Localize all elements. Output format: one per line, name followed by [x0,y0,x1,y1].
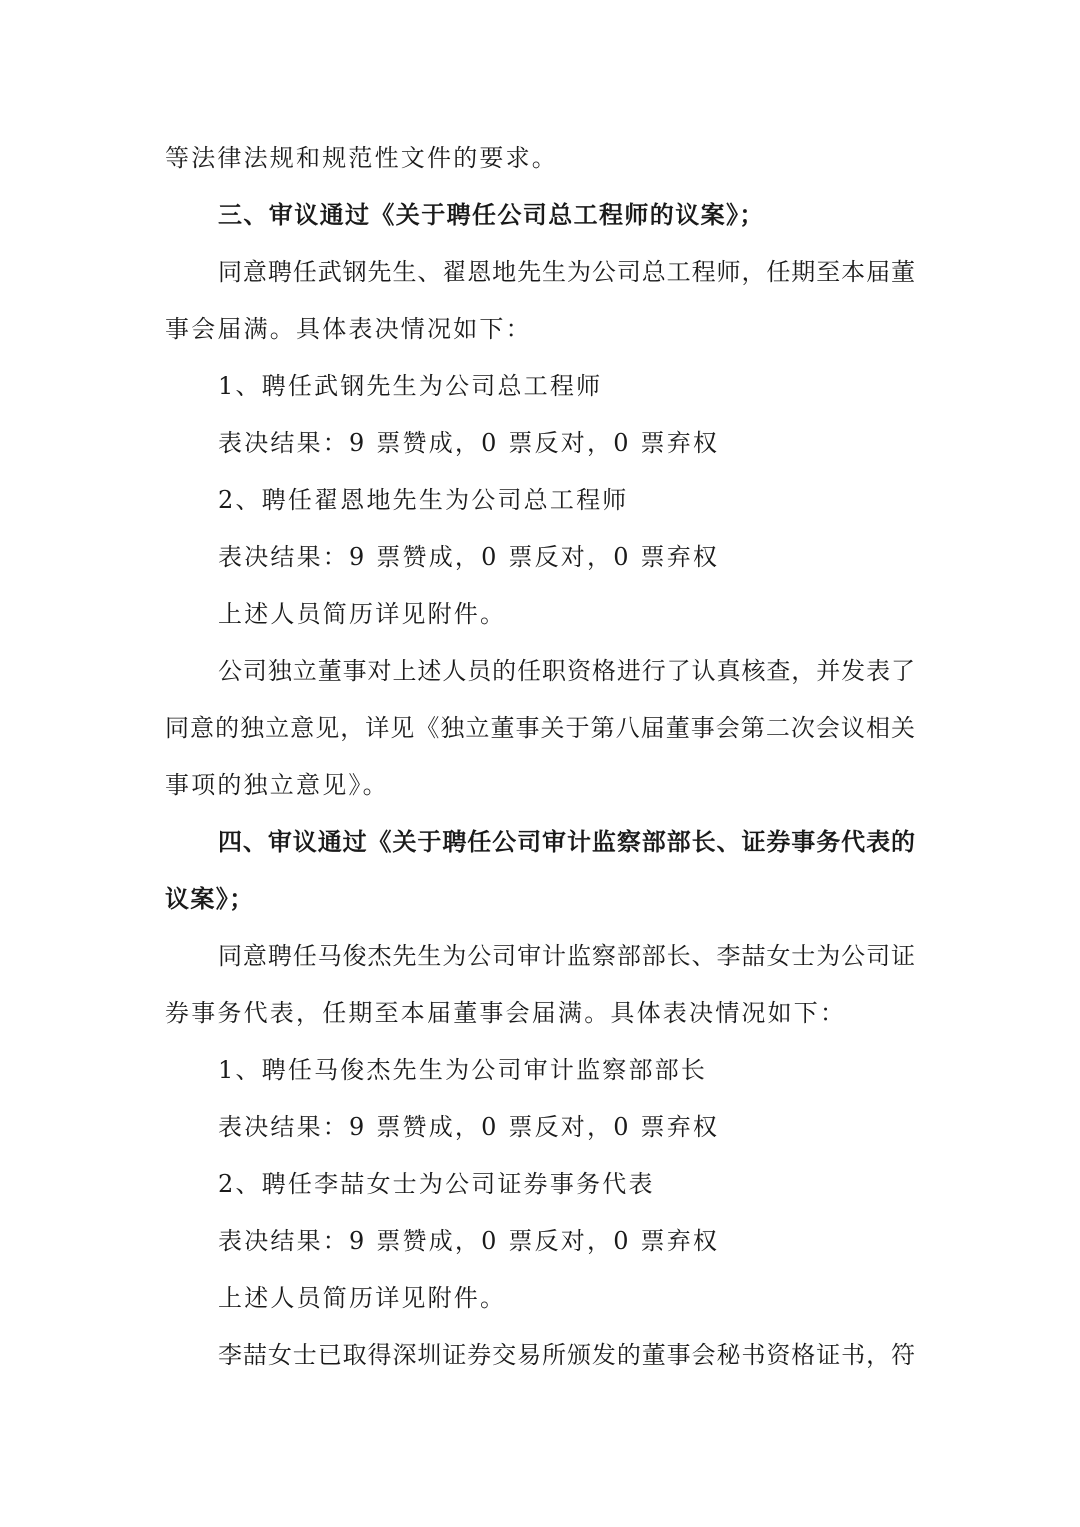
vote-result: 表决结果：9 票赞成，0 票反对，0 票弃权 [218,1113,720,1141]
section-heading: 议案》； [165,885,255,913]
paragraph-line: 公司独立董事对上述人员的任职资格进行了认真核查，并发表了 [218,657,915,685]
text-line: 等法律法规和规范性文件的要求。 [165,144,558,172]
section-heading: 四、审议通过《关于聘任公司审计监察部部长、证券事务代表的 [218,828,915,856]
vote-result: 表决结果：9 票赞成，0 票反对，0 票弃权 [218,1227,720,1255]
paragraph-line: 上述人员简历详见附件。 [218,600,507,628]
paragraph-line: 券事务代表，任期至本届董事会届满。具体表决情况如下： [165,999,847,1027]
paragraph-line: 李喆女士已取得深圳证券交易所颁发的董事会秘书资格证书，符 [218,1341,915,1369]
list-item: 1、聘任马俊杰先生为公司审计监察部部长 [218,1056,708,1084]
paragraph-line: 同意聘任武钢先生、翟恩地先生为公司总工程师，任期至本届董 [218,258,915,286]
list-item: 1、聘任武钢先生为公司总工程师 [218,372,603,400]
section-heading: 三、审议通过《关于聘任公司总工程师的议案》； [218,201,765,229]
paragraph-line: 上述人员简历详见附件。 [218,1284,507,1312]
paragraph-line: 同意的独立意见，详见《独立董事关于第八届董事会第二次会议相关 [165,714,915,742]
vote-result: 表决结果：9 票赞成，0 票反对，0 票弃权 [218,429,720,457]
vote-result: 表决结果：9 票赞成，0 票反对，0 票弃权 [218,543,720,571]
paragraph-line: 事会届满。具体表决情况如下： [165,315,532,343]
paragraph-line: 同意聘任马俊杰先生为公司审计监察部部长、李喆女士为公司证 [218,942,915,970]
paragraph-line: 事项的独立意见》。 [165,771,389,799]
list-item: 2、聘任翟恩地先生为公司总工程师 [218,486,629,514]
list-item: 2、聘任李喆女士为公司证券事务代表 [218,1170,655,1198]
